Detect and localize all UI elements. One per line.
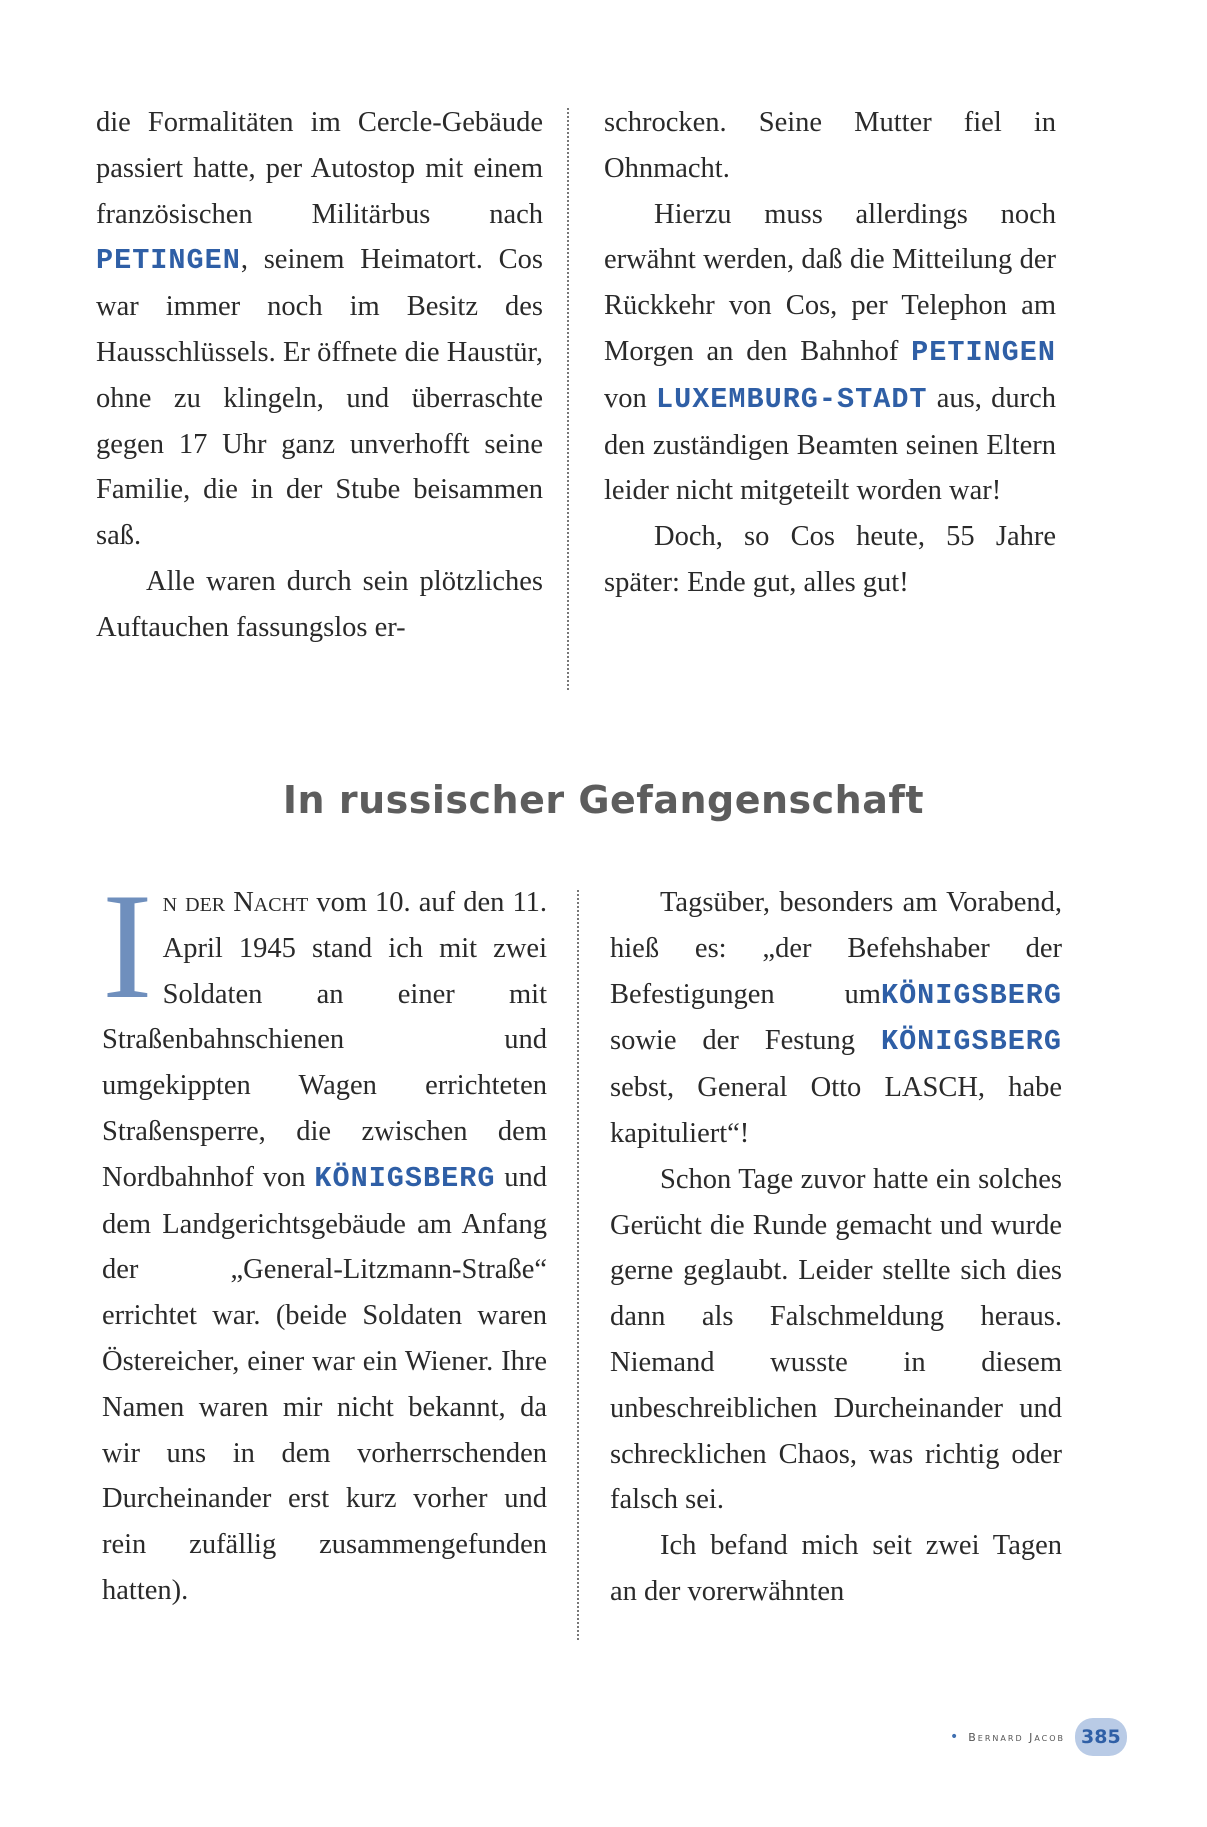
place-name: KÖNIGSBERG: [880, 1025, 1062, 1059]
column-separator: [577, 890, 579, 1640]
paragraph: Alle waren durch sein plötzliches Auftauchen fassungslos er-: [96, 565, 543, 643]
opening-paragraph: In der Nacht vom 10. auf den 11. April 1945 stand ich mit zwei Soldaten an einer mit Straßenbahnschienen und umgekippten Wagen errichteten Straßensperre, die zwischen dem Nordbahnhof von KÖNIGSBERG und dem Landgerichtsgebäude am Anfang der „General-Litzmann-Straße“ errichtet war. (beide Soldaten waren Östereicher, einer war ein Wiener. Ihre Namen waren mir nicht bekannt, da wir uns in dem vorherrschenden Durcheinander erst kurz vorher und rein zufällig zusammengefunden hatten).: [102, 862, 548, 1606]
paragraph: Hierzu muss allerdings noch erwähnt werden, daß die Mitteilung der Rückkehr von Cos, per Telephon am Morgen an den Bahnhof PETINGEN von LUXEMBURG-STADT aus, durch den zuständigen Beamten seinen Eltern leider nicht mitgeteilt worden war!: [604, 198, 1056, 507]
section-title: In russischer Gefangenschaft: [282, 778, 925, 822]
bottom-left-column: [102, 862, 548, 1614]
bullet: •: [950, 1729, 961, 1745]
place-name: PETINGEN: [911, 335, 1056, 369]
paragraph: Ich befand mich seit zwei Tagen an der vorerwähnten: [610, 1530, 1062, 1607]
page-number: 385: [1075, 1718, 1127, 1756]
place-name: PETINGEN: [96, 244, 241, 278]
bottom-right-column: [610, 880, 1062, 1615]
paragraph: die Formalitäten im Cercle-Gebäude passiert hatte, per Autostop mit einem französischen Militärbus nach PETINGEN, seinem Heimatort. Cos war immer noch im Besitz des Hausschlüssels. Er öffnete die Haustür, ohne zu klingeln, und überraschte gegen 17 Uhr ganz unverhofft seine Familie, die in der Stube beisammen saß.: [96, 107, 543, 552]
page-footer: [950, 1718, 1127, 1756]
column-separator: [567, 108, 569, 690]
place-name: LUXEMBURG-STADT: [655, 382, 928, 416]
author-name: Bernard Jacob: [968, 1730, 1066, 1744]
paragraph: Tagsüber, besonders am Vorabend, hieß es: „der Befehshaber der Befestigungen umKÖNIGSBERG sowie der Festung KÖNIGSBERG sebst, General Otto LASCH, habe kapituliert“!: [610, 887, 1062, 1149]
top-left-column: [96, 100, 543, 651]
paragraph: Doch, so Cos heute, 55 Jahre später: Ende gut, alles gut!: [604, 521, 1056, 598]
paragraph: Schon Tage zuvor hatte ein solches Gerücht die Runde gemacht und wurde gerne geglaubt. Leider stellte sich dies dann als Falschmeldung heraus. Niemand wusste in diesem unbeschreiblichen Durcheinander und schrecklichen Chaos, was richtig oder falsch sei.: [610, 1163, 1062, 1516]
paragraph: schrocken. Seine Mutter fiel in Ohnmacht.: [604, 107, 1056, 184]
drop-cap: I: [102, 862, 153, 1030]
place-name: KÖNIGSBERG: [880, 978, 1062, 1012]
place-name: KÖNIGSBERG: [314, 1161, 496, 1195]
top-right-column: [604, 100, 1056, 606]
smallcaps-lead: n der Nacht: [162, 887, 309, 918]
